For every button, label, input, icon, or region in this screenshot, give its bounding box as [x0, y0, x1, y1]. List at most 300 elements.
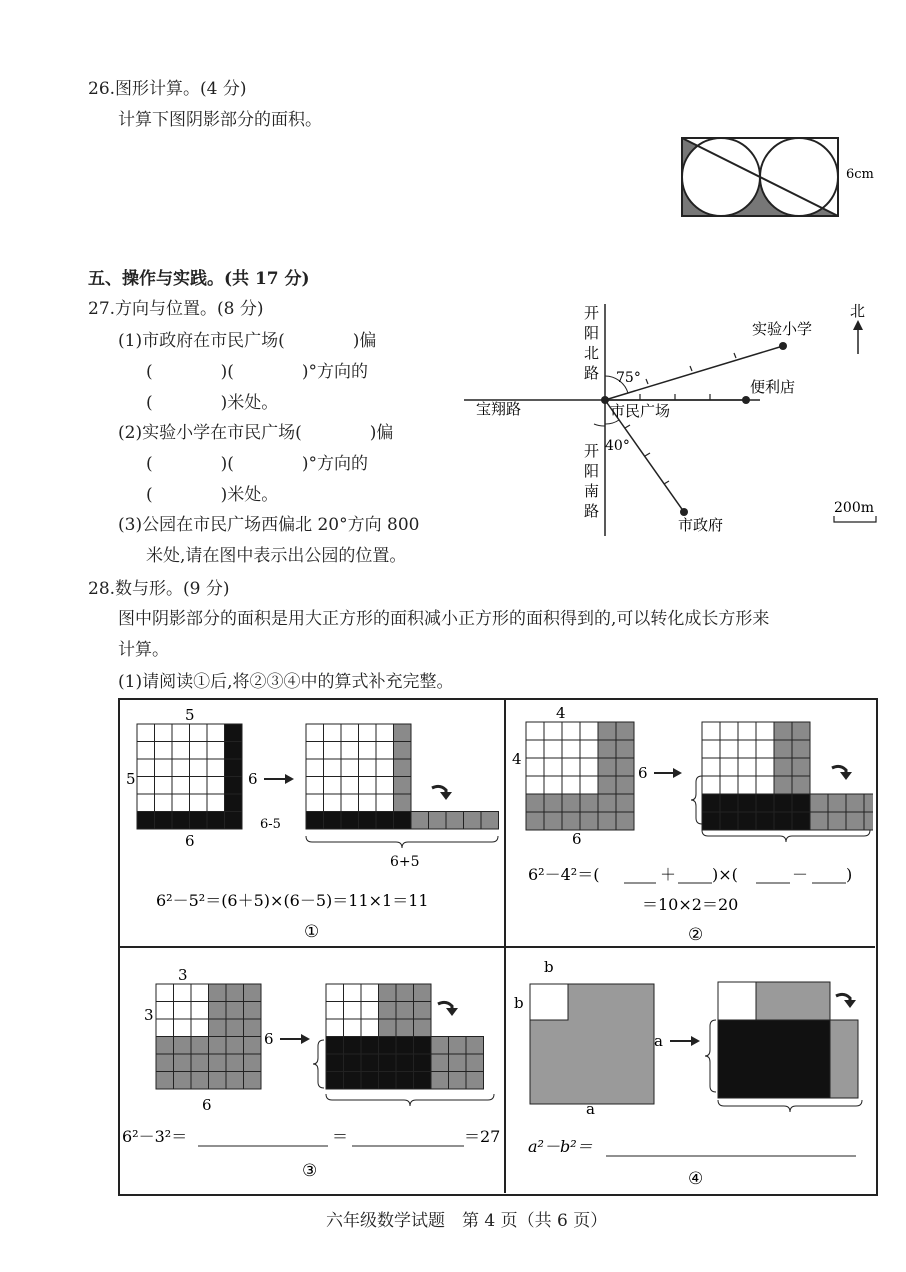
- grid-cell: [526, 776, 544, 794]
- grid-cell: [155, 759, 173, 777]
- grid-cell: [190, 724, 208, 742]
- grid-cell: [361, 1002, 379, 1020]
- grid-cell: [155, 742, 173, 760]
- map-north-road-3: 北: [584, 344, 600, 362]
- grid-cell: [544, 812, 562, 830]
- grid-cell: [376, 759, 394, 777]
- grid-cell: [359, 812, 377, 830]
- grid-cell: [137, 742, 155, 760]
- grid-cell: [449, 1054, 467, 1072]
- grid-cell: [376, 812, 394, 830]
- grid-cell: [481, 812, 499, 830]
- grid-cell: [191, 1002, 209, 1020]
- grid-cell: [326, 1054, 344, 1072]
- grid-cell: [562, 794, 580, 812]
- p4-left: b: [514, 994, 524, 1012]
- p1-arrow-label: 6: [248, 770, 258, 788]
- map-west-road: 宝翔路: [476, 400, 522, 418]
- p3-eq: ＝: [332, 1127, 349, 1146]
- grid-cell: [190, 812, 208, 830]
- grid-cell: [562, 812, 580, 830]
- map-store-label: 便利店: [750, 378, 796, 396]
- grid-cell: [344, 1019, 362, 1037]
- grid-cell: [324, 812, 342, 830]
- grid-cell: [174, 1072, 192, 1090]
- grid-cell: [756, 776, 774, 794]
- grid-cell: [828, 794, 846, 812]
- grid-cell: [738, 758, 756, 776]
- grid-cell: [306, 724, 324, 742]
- grid-cell: [562, 722, 580, 740]
- grid-cell: [306, 759, 324, 777]
- p4-formula: a²－b²＝: [528, 1137, 593, 1156]
- grid-cell: [344, 1037, 362, 1055]
- p3-top: 3: [178, 966, 188, 984]
- grid-cell: [720, 776, 738, 794]
- q27-p3-line1: (3)公园在市民广场西偏北 20°方向 800: [118, 515, 420, 535]
- grid-cell: [774, 722, 792, 740]
- p2-top: 4: [556, 704, 566, 722]
- grid-cell: [616, 776, 634, 794]
- grid-cell: [341, 812, 359, 830]
- grid-cell: [359, 777, 377, 795]
- grid-cell: [225, 742, 243, 760]
- grid-cell: [361, 1019, 379, 1037]
- grid-cell: [326, 984, 344, 1002]
- grid-cell: [209, 1002, 227, 1020]
- grid-cell: [361, 1037, 379, 1055]
- grid-cell: [226, 1019, 244, 1037]
- grid-cell: [172, 724, 190, 742]
- grid-cell: [394, 759, 412, 777]
- grid-cell: [190, 759, 208, 777]
- grid-cell: [864, 812, 873, 830]
- map-angle1: 75°: [616, 370, 641, 386]
- grid-cell: [155, 777, 173, 795]
- grid-cell: [414, 984, 432, 1002]
- grid-cell: [341, 777, 359, 795]
- grid-cell: [720, 812, 738, 830]
- grid-cell: [191, 984, 209, 1002]
- grid-cell: [810, 812, 828, 830]
- grid-cell: [244, 984, 262, 1002]
- q26-prompt: 计算下图阴影部分的面积。: [118, 110, 322, 130]
- grid-cell: [414, 1072, 432, 1090]
- grid-cell: [756, 740, 774, 758]
- grid-cell: [774, 740, 792, 758]
- p2-mid: )×(: [712, 865, 738, 884]
- grid-cell: [394, 724, 412, 742]
- grid-cell: [379, 1072, 397, 1090]
- q28-sub1: (1)请阅读①后,将②③④中的算式补充完整。: [118, 672, 454, 692]
- grid-cell: [359, 742, 377, 760]
- grid-cell: [846, 794, 864, 812]
- grid-cell: [738, 740, 756, 758]
- grid-cell: [616, 758, 634, 776]
- grid-cell: [137, 794, 155, 812]
- grid-cell: [226, 1037, 244, 1055]
- grid-cell: [137, 759, 155, 777]
- grid-cell: [580, 740, 598, 758]
- grid-cell: [544, 758, 562, 776]
- grid-cell: [341, 742, 359, 760]
- grid-cell: [379, 1002, 397, 1020]
- grid-cell: [207, 794, 225, 812]
- grid-cell: [156, 984, 174, 1002]
- grid-cell: [341, 724, 359, 742]
- grid-cell: [396, 984, 414, 1002]
- grid-cell: [244, 1054, 262, 1072]
- grid-cell: [411, 812, 429, 830]
- grid-cell: [466, 1072, 484, 1090]
- grid-cell: [774, 776, 792, 794]
- map-north-road-2: 阳: [584, 324, 600, 342]
- q28-panel3: [120, 948, 503, 1190]
- grid-cell: [361, 1054, 379, 1072]
- grid-cell: [526, 740, 544, 758]
- grid-cell: [464, 812, 482, 830]
- grid-cell: [326, 1072, 344, 1090]
- grid-cell: [156, 1019, 174, 1037]
- grid-cell: [207, 724, 225, 742]
- grid-cell: [207, 777, 225, 795]
- grid-cell: [702, 794, 720, 812]
- p4-num: ④: [688, 1169, 704, 1189]
- grid-cell: [864, 794, 873, 812]
- q27-p1-line2: ( )( )°方向的: [146, 362, 369, 382]
- grid-cell: [191, 1037, 209, 1055]
- p3-formula-a: 6²－3²＝: [122, 1127, 188, 1146]
- section5-title: 五、操作与实践。(共 17 分): [88, 269, 310, 289]
- grid-cell: [466, 1054, 484, 1072]
- grid-cell: [396, 1019, 414, 1037]
- grid-cell: [616, 794, 634, 812]
- p3-num: ③: [302, 1161, 318, 1181]
- q28-desc-line1: 图中阴影部分的面积是用大正方形的面积减小正方形的面积得到的,可以转化成长方形来: [118, 609, 770, 629]
- p2-bottom: 6: [572, 830, 582, 848]
- grid-cell: [191, 1054, 209, 1072]
- grid-cell: [209, 984, 227, 1002]
- grid-cell: [379, 1019, 397, 1037]
- grid-cell: [341, 794, 359, 812]
- grid-cell: [616, 740, 634, 758]
- grid-cell: [376, 724, 394, 742]
- grid-cell: [396, 1054, 414, 1072]
- grid-cell: [431, 1054, 449, 1072]
- grid-cell: [344, 1072, 362, 1090]
- grid-cell: [526, 812, 544, 830]
- grid-cell: [774, 758, 792, 776]
- q26-title: 26.图形计算。(4 分): [88, 79, 247, 99]
- grid-cell: [598, 740, 616, 758]
- map-government-label: 市政府: [678, 516, 724, 534]
- grid-cell: [244, 1072, 262, 1090]
- grid-cell: [449, 1072, 467, 1090]
- map-angle2: 40°: [605, 438, 630, 454]
- grid-cell: [137, 812, 155, 830]
- grid-cell: [326, 1019, 344, 1037]
- grid-cell: [306, 742, 324, 760]
- grid-cell: [394, 812, 412, 830]
- map-north-road-1: 开: [584, 304, 600, 322]
- grid-cell: [174, 984, 192, 1002]
- grid-cell: [344, 1054, 362, 1072]
- map-south-road-4: 路: [584, 502, 600, 520]
- grid-cell: [174, 1002, 192, 1020]
- grid-cell: [326, 1002, 344, 1020]
- grid-cell: [137, 724, 155, 742]
- grid-cell: [446, 812, 464, 830]
- grid-cell: [190, 777, 208, 795]
- p3-left: 3: [144, 1006, 154, 1024]
- map-south-road-1: 开: [584, 442, 600, 460]
- grid-cell: [174, 1054, 192, 1072]
- grid-cell: [702, 776, 720, 794]
- grid-cell: [702, 758, 720, 776]
- grid-cell: [306, 794, 324, 812]
- grid-cell: [544, 722, 562, 740]
- grid-cell: [414, 1054, 432, 1072]
- grid-cell: [792, 740, 810, 758]
- grid-cell: [616, 812, 634, 830]
- grid-cell: [756, 812, 774, 830]
- p2-minus: －: [792, 865, 809, 884]
- grid-cell: [702, 740, 720, 758]
- grid-cell: [720, 722, 738, 740]
- grid-cell: [526, 794, 544, 812]
- grid-cell: [431, 1072, 449, 1090]
- grid-cell: [562, 740, 580, 758]
- grid-cell: [562, 776, 580, 794]
- q27-p2-line2: ( )( )°方向的: [146, 454, 369, 474]
- grid-cell: [376, 777, 394, 795]
- p1-left: 5: [126, 770, 136, 788]
- grid-cell: [191, 1019, 209, 1037]
- grid-cell: [828, 812, 846, 830]
- p4-arrow-label: a: [654, 1032, 663, 1050]
- grid-cell: [394, 794, 412, 812]
- grid-cell: [774, 794, 792, 812]
- grid-cell: [598, 794, 616, 812]
- grid-cell: [174, 1019, 192, 1037]
- grid-cell: [155, 812, 173, 830]
- grid-cell: [172, 759, 190, 777]
- grid-cell: [359, 724, 377, 742]
- p2-formula1: 6²－4²＝(: [528, 865, 600, 884]
- map-scale-label: 200m: [834, 500, 874, 516]
- q27-p2-line1: (2)实验小学在市民广场( )偏: [118, 423, 394, 443]
- grid-cell: [361, 984, 379, 1002]
- grid-cell: [414, 1037, 432, 1055]
- grid-cell: [324, 777, 342, 795]
- grid-cell: [359, 794, 377, 812]
- grid-cell: [466, 1037, 484, 1055]
- grid-cell: [379, 1037, 397, 1055]
- grid-cell: [379, 984, 397, 1002]
- grid-cell: [580, 776, 598, 794]
- q27-map: [460, 296, 900, 546]
- grid-cell: [738, 794, 756, 812]
- grid-cell: [598, 758, 616, 776]
- grid-cell: [431, 1037, 449, 1055]
- q26-figure: [680, 136, 880, 218]
- grid-cell: [756, 722, 774, 740]
- grid-cell: [720, 758, 738, 776]
- grid-cell: [756, 758, 774, 776]
- q28-panel4: [506, 948, 873, 1190]
- grid-cell: [156, 1037, 174, 1055]
- grid-cell: [137, 777, 155, 795]
- q28-panel1: [120, 700, 503, 945]
- grid-cell: [226, 1002, 244, 1020]
- grid-cell: [756, 794, 774, 812]
- grid-cell: [244, 1037, 262, 1055]
- grid-cell: [324, 724, 342, 742]
- map-north-label: 北: [850, 302, 866, 320]
- grid-cell: [172, 742, 190, 760]
- q27-p1-line3: ( )米处。: [146, 393, 279, 413]
- grid-cell: [738, 776, 756, 794]
- grid-cell: [207, 812, 225, 830]
- grid-cell: [209, 1037, 227, 1055]
- q27-p3-line2: 米处,请在图中表示出公园的位置。: [146, 546, 407, 566]
- grid-cell: [306, 812, 324, 830]
- p4-bottom: a: [586, 1100, 595, 1118]
- q26-dim-label: 6cm: [846, 167, 874, 182]
- grid-cell: [225, 794, 243, 812]
- grid-cell: [580, 758, 598, 776]
- p4-top: b: [544, 958, 554, 976]
- grid-cell: [324, 759, 342, 777]
- grid-cell: [774, 812, 792, 830]
- grid-cell: [156, 1054, 174, 1072]
- grid-cell: [156, 1072, 174, 1090]
- grid-cell: [226, 1072, 244, 1090]
- grid-cell: [414, 1002, 432, 1020]
- grid-cell: [396, 1037, 414, 1055]
- p1-formula: 6²－5²＝(6＋5)×(6－5)＝11×1＝11: [156, 891, 429, 910]
- p3-bottom: 6: [202, 1096, 212, 1114]
- map-south-road-2: 阳: [584, 462, 600, 480]
- p1-num: ①: [304, 922, 320, 942]
- grid-cell: [376, 794, 394, 812]
- grid-cell: [738, 812, 756, 830]
- p1-brace-label: 6+5: [390, 854, 420, 870]
- map-north-road-4: 路: [584, 364, 600, 382]
- grid-cell: [225, 724, 243, 742]
- q28-panel2: [506, 700, 873, 945]
- grid-cell: [414, 1019, 432, 1037]
- p1-top: 5: [185, 706, 195, 724]
- grid-cell: [172, 777, 190, 795]
- grid-cell: [226, 984, 244, 1002]
- grid-cell: [544, 776, 562, 794]
- grid-cell: [172, 794, 190, 812]
- grid-cell: [174, 1037, 192, 1055]
- grid-cell: [326, 1037, 344, 1055]
- grid-cell: [306, 777, 324, 795]
- grid-cell: [341, 759, 359, 777]
- grid-cell: [361, 1072, 379, 1090]
- map-center-label: 市民广场: [610, 402, 671, 420]
- grid-cell: [379, 1054, 397, 1072]
- grid-cell: [396, 1002, 414, 1020]
- grid-cell: [172, 812, 190, 830]
- grid-cell: [190, 794, 208, 812]
- grid-cell: [394, 742, 412, 760]
- grid-cell: [324, 794, 342, 812]
- p2-close: ): [846, 865, 853, 884]
- grid-cell: [244, 1019, 262, 1037]
- grid-cell: [344, 984, 362, 1002]
- grid-cell: [526, 758, 544, 776]
- grid-cell: [359, 759, 377, 777]
- grid-cell: [526, 722, 544, 740]
- grid-cell: [616, 722, 634, 740]
- p2-formula2: ＝10×2＝20: [642, 895, 739, 914]
- grid-cell: [792, 776, 810, 794]
- grid-cell: [810, 794, 828, 812]
- grid-cell: [225, 759, 243, 777]
- grid-cell: [207, 759, 225, 777]
- grid-cell: [580, 722, 598, 740]
- p2-num: ②: [688, 925, 704, 945]
- grid-cell: [209, 1019, 227, 1037]
- grid-cell: [720, 740, 738, 758]
- grid-cell: [720, 794, 738, 812]
- grid-cell: [580, 794, 598, 812]
- q27-title: 27.方向与位置。(8 分): [88, 299, 264, 319]
- p2-arrow-label: 6: [638, 764, 648, 782]
- grid-cell: [544, 794, 562, 812]
- grid-cell: [562, 758, 580, 776]
- grid-cell: [244, 1002, 262, 1020]
- grid-cell: [225, 812, 243, 830]
- map-south-road-3: 南: [584, 482, 600, 500]
- p3-end: ＝27: [464, 1127, 501, 1146]
- grid-cell: [544, 740, 562, 758]
- grid-cell: [209, 1054, 227, 1072]
- grid-cell: [207, 742, 225, 760]
- grid-cell: [792, 794, 810, 812]
- grid-cell: [580, 812, 598, 830]
- grid-cell: [376, 742, 394, 760]
- q28-title: 28.数与形。(9 分): [88, 579, 230, 599]
- grid-cell: [396, 1072, 414, 1090]
- grid-cell: [792, 812, 810, 830]
- grid-cell: [792, 722, 810, 740]
- grid-cell: [155, 794, 173, 812]
- grid-cell: [209, 1072, 227, 1090]
- grid-cell: [792, 758, 810, 776]
- page-footer: 六年级数学试题 第 4 页（共 6 页）: [326, 1211, 608, 1231]
- grid-cell: [225, 777, 243, 795]
- grid-cell: [598, 722, 616, 740]
- grid-cell: [598, 812, 616, 830]
- grid-cell: [156, 1002, 174, 1020]
- grid-cell: [191, 1072, 209, 1090]
- grid-cell: [702, 722, 720, 740]
- grid-cell: [702, 812, 720, 830]
- grid-cell: [598, 776, 616, 794]
- q27-p2-line3: ( )米处。: [146, 485, 279, 505]
- grid-cell: [429, 812, 447, 830]
- grid-cell: [449, 1037, 467, 1055]
- grid-cell: [738, 722, 756, 740]
- p3-arrow-label: 6: [264, 1030, 274, 1048]
- p2-plus: ＋: [660, 865, 677, 884]
- grid-cell: [324, 742, 342, 760]
